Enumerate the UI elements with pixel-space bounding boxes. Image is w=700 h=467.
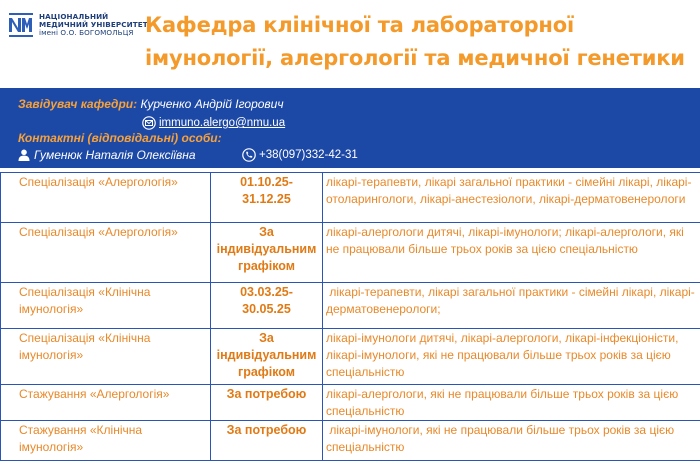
- phone-number[interactable]: +38(097)332-42-31: [259, 149, 358, 161]
- table-row: [1, 173, 700, 223]
- table-row: [1, 283, 700, 329]
- university-name: [39, 13, 148, 37]
- page-header: [0, 0, 700, 88]
- email-row: [142, 116, 285, 130]
- course-dates: За потребою: [211, 421, 323, 461]
- course-dates: 03.03.25- 30.05.25: [211, 283, 323, 329]
- course-dates: 01.10.25- 31.12.25: [211, 173, 323, 223]
- logo-line-2: МЕДИЧНИЙ УНІВЕРСИТЕТ: [39, 20, 148, 29]
- contact-band: [0, 88, 700, 168]
- course-audience: лікарі-алергологи, які не працювали більше трьох років за цією спеціальністю: [323, 385, 700, 421]
- course-name: Спеціалізація «Клінічна імунологія»: [1, 283, 211, 329]
- course-dates: За потребою: [211, 385, 323, 421]
- table-row: [1, 421, 700, 461]
- course-name: Спеціалізація «Алергологія»: [1, 223, 211, 283]
- course-audience: лікарі-терапевти, лікарі загальної практики - сімейні лікарі, лікарі-отоларингологи, лікарі-анестезіологи, лікарі-дерматовенерологи: [323, 173, 700, 223]
- courses-table: [0, 172, 700, 461]
- contact-label: Контактні (відповідальні) особи:: [18, 131, 222, 145]
- course-dates: За індивідуальним графіком: [211, 329, 323, 385]
- contact-person-row: [18, 148, 196, 162]
- page-title: [145, 9, 700, 75]
- table-row: [1, 385, 700, 421]
- course-name: Стажування «Алергологія»: [1, 385, 211, 421]
- course-name: Стажування «Клінічна імунологія»: [1, 421, 211, 461]
- head-label: Завідувач кафедри:: [18, 97, 138, 111]
- table-row: [1, 223, 700, 283]
- email-icon: [142, 116, 156, 130]
- course-audience: лікарі-імунологи, які не працювали більше трьох років за цією спеціальністю: [323, 421, 700, 461]
- logo-line-1: НАЦІОНАЛЬНИЙ: [39, 12, 109, 21]
- head-name: Курченко Андрій Ігорович: [140, 97, 284, 111]
- table-row: [1, 329, 700, 385]
- phone-row: [242, 148, 358, 162]
- university-logo-icon: [6, 10, 36, 40]
- contact-persons-heading: [18, 131, 222, 145]
- logo-line-3: імені О.О. БОГОМОЛЬЦЯ: [39, 28, 134, 37]
- course-name: Спеціалізація «Клінічна імунологія»: [1, 329, 211, 385]
- contact-name: Гуменюк Наталія Олексіївна: [34, 148, 196, 162]
- course-audience: лікарі-терапевти, лікарі загальної практики - сімейні лікарі, лікарі-дерматовенерологи;: [323, 283, 700, 329]
- email-link[interactable]: immuno.alergo@nmu.ua: [159, 117, 286, 129]
- course-audience: лікарі-імунологи дитячі, лікарі-алергологи, лікарі-інфекціоністи, лікарі-імунологи, які не працювали більше трьох років за цією спеціальністю: [323, 329, 700, 385]
- course-name: Спеціалізація «Алергологія»: [1, 173, 211, 223]
- course-dates: За індивідуальним графіком: [211, 223, 323, 283]
- title-line-1: Кафедра клінічної та лабораторної: [145, 13, 574, 37]
- person-icon: [18, 149, 30, 161]
- phone-icon: [242, 148, 256, 162]
- course-audience: лікарі-алергологи дитячі, лікарі-імунологи; лікарі-алергологи, які не працювали більше трьох років за цією спеціальністю: [323, 223, 700, 283]
- title-line-2: імунології, алергології та медичної генетики: [145, 46, 685, 70]
- university-logo: [6, 10, 148, 40]
- head-of-department: [18, 97, 284, 111]
